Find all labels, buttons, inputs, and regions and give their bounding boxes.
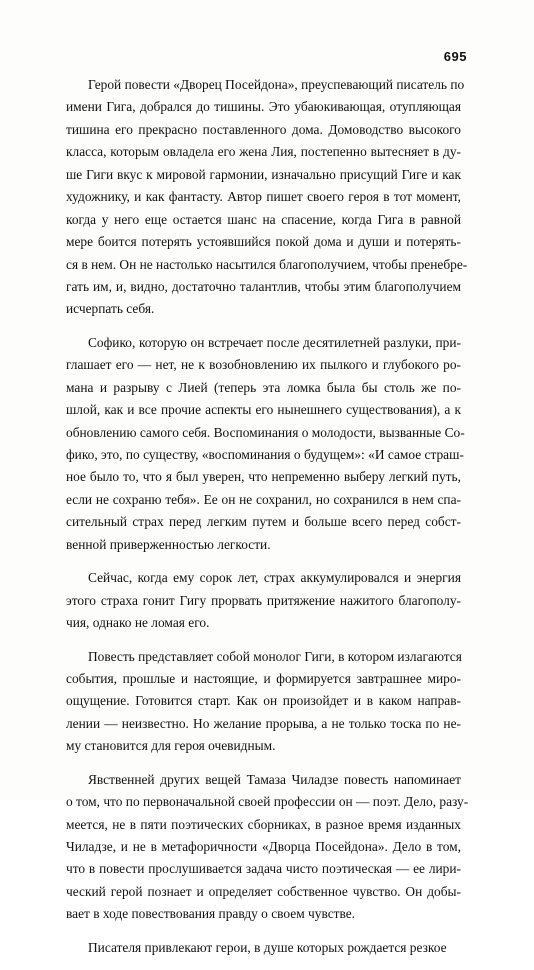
text-line: Писателя привлекают герои, в душе которых рождается резкое xyxy=(88,939,447,955)
text-line: сительный страх перед легким путем и больше всего перед собст- xyxy=(66,514,461,530)
paragraph xyxy=(66,937,461,959)
text-line: мере боится потерять устоявшийся покой дома и души и потерять- xyxy=(66,234,461,250)
paragraph xyxy=(66,74,468,321)
text-line: Софико, которую он встречает после десятилетней разлуки, при- xyxy=(88,334,461,350)
paragraph xyxy=(66,646,461,758)
paragraph xyxy=(66,332,465,556)
text-line: исчерпать себя. xyxy=(66,301,155,317)
page-number: 695 xyxy=(443,49,467,64)
text-line: меется, не в пяти поэтических сборниках, в разное время изданных xyxy=(66,816,461,832)
text-line: имени Гига, добрался до тишины. Это убаюкивающая, отупляющая xyxy=(66,99,461,115)
text-line: ческий герой познает и определяет собственное чувство. Он добы- xyxy=(66,883,461,899)
text-line: Явственней других вещей Тамаза Чиладзе повесть напоминает xyxy=(88,771,461,787)
text-line: когда у него еще остается шанс на спасение, когда Гига в равной xyxy=(66,211,461,227)
text-line: глашает его — нет, не к возобновлению их пылкого и глубокого ро- xyxy=(66,357,461,373)
text-line: если не сохраню тебя». Ее он не сохранил, но сохранился в нем спа- xyxy=(66,491,461,507)
paragraph xyxy=(66,567,461,634)
text-line: чия, однако не ломая его. xyxy=(66,615,210,631)
text-line: Повесть представляет собой монолог Гиги, в котором излагаются xyxy=(88,648,462,664)
text-line: Сейчас, когда ему сорок лет, страх аккумулировался и энергия xyxy=(88,570,461,586)
text-line: ся в нем. Он не настолько насытился благополучием, чтобы пренебре- xyxy=(66,256,468,272)
text-line: Герой повести «Дворец Посейдона», преуспевающий писатель по xyxy=(88,77,465,92)
text-line: шлой, как и все прочие аспекты его нынешнего существования), а к xyxy=(66,402,461,418)
text-line: венной приверженностью легкости. xyxy=(66,536,271,552)
text-line: класса, которым овладела его жена Лия, постепенно вытесняет в ду- xyxy=(66,144,461,160)
text-line: ощущение. Готовится старт. Как он произойдет и в каком направ- xyxy=(66,693,461,709)
text-line: Чиладзе, и не в метафоричности «Дворца Посейдона». Дело в том, xyxy=(66,839,461,854)
paragraph xyxy=(66,769,469,926)
text-line: гать им, и, видно, достаточно талантлив, чтобы этим благополучием xyxy=(66,278,461,294)
text-line: мана и разрыву с Лией (теперь эта ломка была бы столь же по- xyxy=(66,379,461,395)
text-line: этого страха гонит Гигу прорвать притяжение нажитого благополу- xyxy=(66,592,461,608)
text-line: обновлению самого себя. Воспоминания о молодости, вызванные Со- xyxy=(66,424,465,440)
text-line: ше Гиги вкус к мировой гармонии, изначально присущий Гиге и как xyxy=(66,166,461,182)
text-line: вает в ходе повествования правду о своем чувстве. xyxy=(66,906,356,922)
text-line: события, прошлые и настоящие, и формируется завтрашнее миро- xyxy=(66,670,461,686)
text-line: о том, что по первоначальной своей профессии он — поэт. Дело, разу- xyxy=(66,794,469,810)
text-line: лении — неизвестно. Но желание прорыва, а не только тоска по не- xyxy=(66,715,461,731)
body-text xyxy=(66,74,469,970)
text-line: художнику, и как фантасту. Автор пишет своего героя в тот момент, xyxy=(66,189,461,205)
text-line: ное было то, что я был уверен, что непременно выберу легкий путь, xyxy=(66,469,461,485)
text-line: тишина его прекрасно поставленного дома. Домоводство высокого xyxy=(66,121,461,137)
text-line: что в повести прослушивается задача чисто поэтическая — ее лири- xyxy=(66,861,461,877)
text-line: му становится для героя очевидным. xyxy=(66,738,276,754)
text-line: фико, это, по существу, «воспоминания о будущем»: «И самое страш- xyxy=(66,447,464,462)
